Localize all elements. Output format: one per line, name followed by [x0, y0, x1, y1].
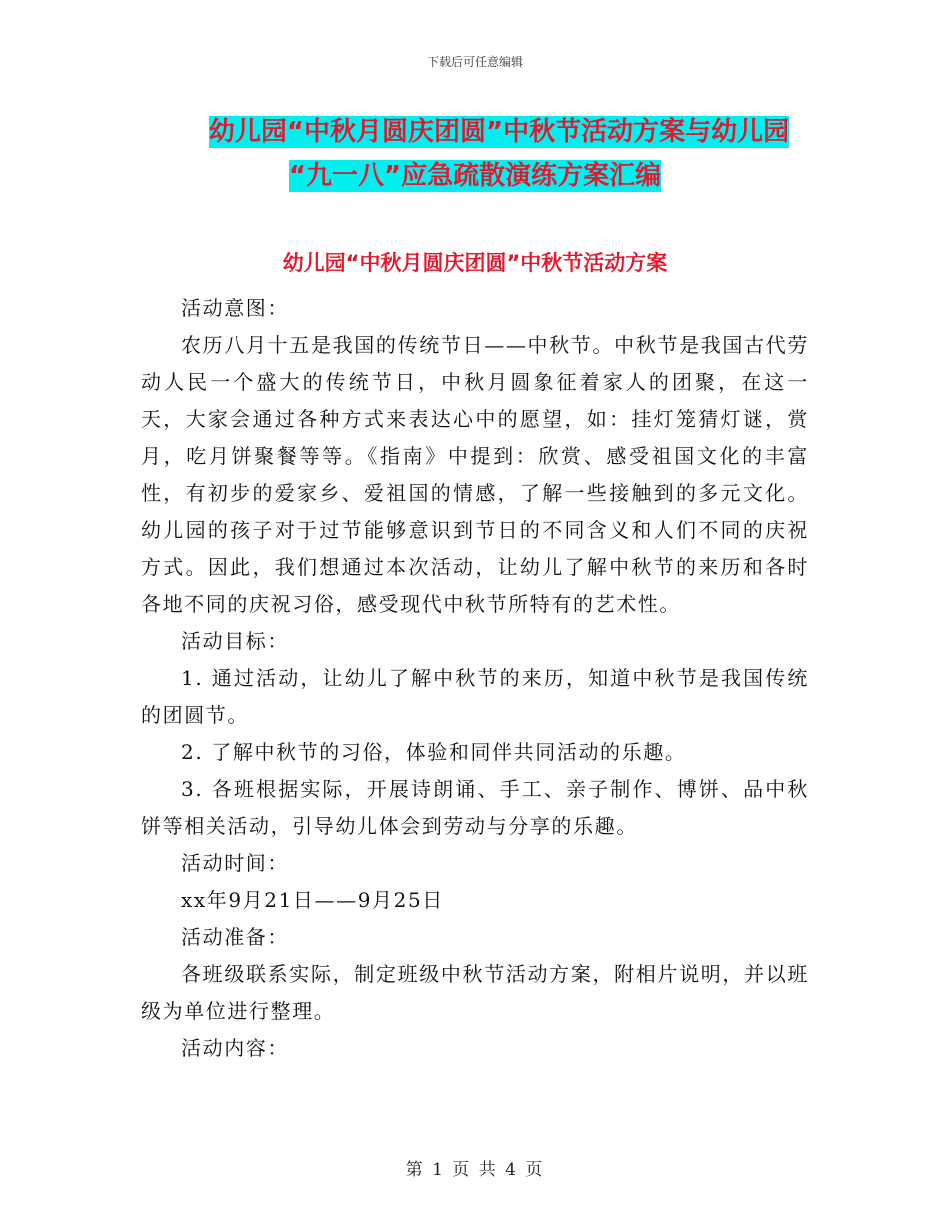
paragraph-prep-heading: 活动准备： [181, 925, 289, 949]
paragraph-content-heading: 活动内容： [181, 1036, 289, 1060]
document-title-line-2: “九一八”应急疏散演练方案汇编 [288, 161, 662, 191]
paragraph-time-body: xx年9月21日——9月25日 [181, 888, 444, 912]
document-title-line-1: 幼儿园“中秋月圆庆团圆”中秋节活动方案与幼儿园 [208, 117, 790, 147]
paragraph-prep-body: 各班级联系实际，制定班级中秋节活动方案，附相片说明，并以班级为单位进行整理。 [141, 962, 809, 1023]
paragraph-goal-1: 1. 通过活动，让幼儿了解中秋节的来历，知道中秋节是我国传统的团圆节。 [141, 666, 809, 727]
header-note: 下载后可任意编辑 [426, 55, 523, 69]
paragraph-goal-2: 2. 了解中秋节的习俗，体验和同伴共同活动的乐趣。 [181, 740, 687, 764]
paragraph-intent-body: 农历八月十五是我国的传统节日——中秋节。中秋节是我国古代劳动人民一个盛大的传统节日，中秋月圆象征着家人的团聚，在这一天，大家会通过各种方式来表达心中的愿望，如：挂灯笼猜灯谜，赏月，吃月饼聚餐等等。《指南》中提到：欣赏、感受祖国文化的丰富性，有初步的爱家乡、爱祖国的情感，了解一些接触到的多元文化。幼儿园的孩子对于过节能够意识到节日的不同含义和人们不同的庆祝方式。因此，我们想通过本次活动，让幼儿了解中秋节的来历和各时各地不同的庆祝习俗，感受现代中秋节所特有的艺术性。 [141, 333, 809, 616]
document-title [0, 110, 950, 198]
page-number-footer: 第 1 页 共 4 页 [405, 1160, 545, 1180]
section-title: 幼儿园“中秋月圆庆团圆”中秋节活动方案 [282, 251, 668, 275]
paragraph-time-heading: 活动时间： [181, 851, 289, 875]
paragraph-intent-heading: 活动意图： [181, 296, 289, 320]
paragraph-goals-heading: 活动目标： [181, 629, 289, 653]
paragraph-goal-3: 3. 各班根据实际，开展诗朗诵、手工、亲子制作、博饼、品中秋饼等相关活动，引导幼儿体会到劳动与分享的乐趣。 [141, 777, 809, 838]
document-body [141, 290, 809, 1067]
